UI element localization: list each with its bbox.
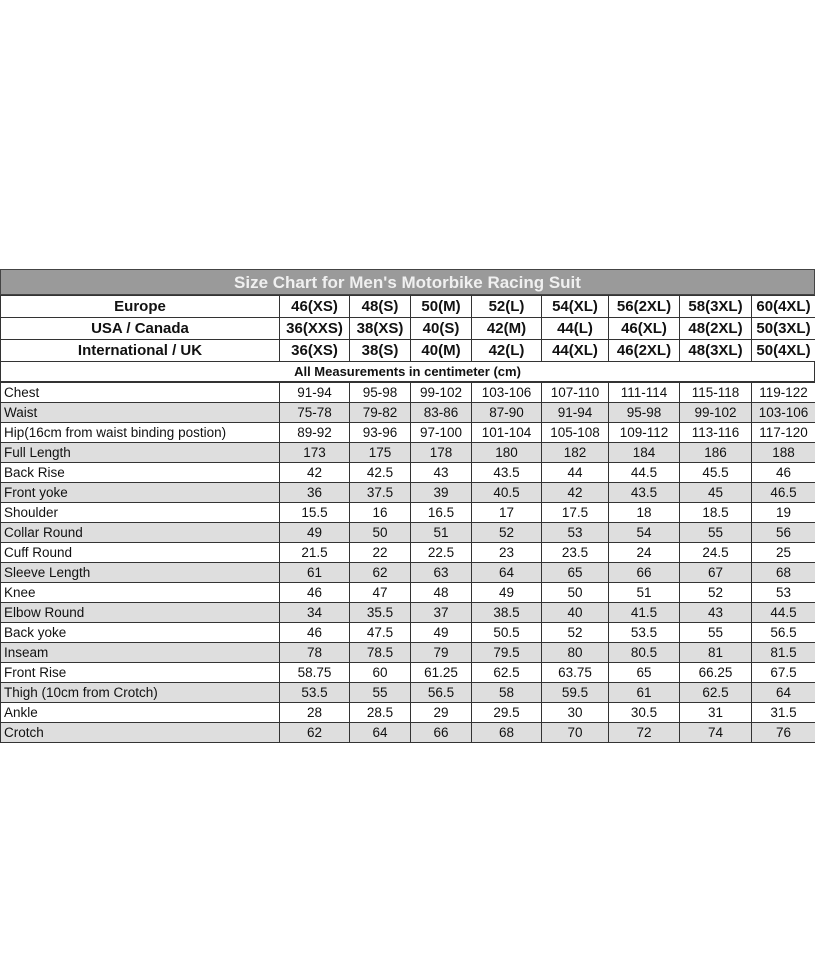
- measurement-row-label: Elbow Round: [1, 603, 280, 623]
- size-conversion-table: [0, 295, 815, 362]
- size-row-cell: 46(2XL): [609, 340, 680, 362]
- measurement-row-cell: 58: [472, 683, 542, 703]
- measurement-row: [1, 643, 815, 663]
- measurement-row-label: Cuff Round: [1, 543, 280, 563]
- measurement-row-cell: 101-104: [472, 423, 542, 443]
- measurement-row-cell: 173: [280, 443, 350, 463]
- measurement-row-label: Full Length: [1, 443, 280, 463]
- measurement-row-cell: 46: [280, 583, 350, 603]
- measurement-row-cell: 31: [680, 703, 752, 723]
- measurement-row-cell: 63.75: [542, 663, 609, 683]
- measurement-row-cell: 52: [472, 523, 542, 543]
- size-row-cell: 44(XL): [542, 340, 609, 362]
- measurement-row-cell: 54: [609, 523, 680, 543]
- measurement-row-cell: 105-108: [542, 423, 609, 443]
- measurement-row-cell: 37: [411, 603, 472, 623]
- measurement-row-label: Chest: [1, 383, 280, 403]
- measurement-row-cell: 60: [350, 663, 411, 683]
- measurement-row-cell: 31.5: [752, 703, 815, 723]
- size-row-label: International / UK: [1, 340, 280, 362]
- measurement-row-cell: 37.5: [350, 483, 411, 503]
- measurement-row-label: Collar Round: [1, 523, 280, 543]
- measurement-row-cell: 63: [411, 563, 472, 583]
- size-row-cell: 54(XL): [542, 296, 609, 318]
- measurement-row-cell: 81: [680, 643, 752, 663]
- measurement-row-cell: 99-102: [680, 403, 752, 423]
- measurement-row: [1, 563, 815, 583]
- units-note: All Measurements in centimeter (cm): [0, 362, 815, 382]
- measurement-row-cell: 40: [542, 603, 609, 623]
- measurement-row-cell: 70: [542, 723, 609, 743]
- measurement-row: [1, 483, 815, 503]
- measurement-row-cell: 91-94: [280, 383, 350, 403]
- measurement-row: [1, 663, 815, 683]
- measurement-row-cell: 109-112: [609, 423, 680, 443]
- measurement-row-cell: 44: [542, 463, 609, 483]
- measurement-row: [1, 703, 815, 723]
- measurement-row-cell: 29: [411, 703, 472, 723]
- measurement-row-cell: 182: [542, 443, 609, 463]
- measurement-row-cell: 79.5: [472, 643, 542, 663]
- measurement-row-cell: 119-122: [752, 383, 815, 403]
- measurement-row-cell: 58.75: [280, 663, 350, 683]
- measurement-row-cell: 22.5: [411, 543, 472, 563]
- measurement-row-cell: 93-96: [350, 423, 411, 443]
- measurement-row-cell: 68: [752, 563, 815, 583]
- measurement-row-cell: 68: [472, 723, 542, 743]
- measurement-row: [1, 623, 815, 643]
- measurement-row: [1, 403, 815, 423]
- measurement-row-cell: 99-102: [411, 383, 472, 403]
- measurement-row-cell: 103-106: [472, 383, 542, 403]
- measurement-row-cell: 16: [350, 503, 411, 523]
- size-row-cell: 58(3XL): [680, 296, 752, 318]
- measurement-row-cell: 184: [609, 443, 680, 463]
- measurement-row: [1, 683, 815, 703]
- measurement-row-label: Ankle: [1, 703, 280, 723]
- measurement-row-cell: 29.5: [472, 703, 542, 723]
- measurement-row-cell: 64: [350, 723, 411, 743]
- measurement-row-cell: 23.5: [542, 543, 609, 563]
- measurement-row-cell: 36: [280, 483, 350, 503]
- measurement-row-label: Waist: [1, 403, 280, 423]
- size-row: [1, 318, 815, 340]
- size-row-label: USA / Canada: [1, 318, 280, 340]
- measurement-row-cell: 53.5: [280, 683, 350, 703]
- measurement-row-cell: 115-118: [680, 383, 752, 403]
- measurement-row-cell: 64: [752, 683, 815, 703]
- measurement-row: [1, 583, 815, 603]
- measurement-row-cell: 75-78: [280, 403, 350, 423]
- measurement-row-cell: 22: [350, 543, 411, 563]
- measurement-row: [1, 723, 815, 743]
- measurement-row-cell: 46.5: [752, 483, 815, 503]
- measurement-row-cell: 53: [542, 523, 609, 543]
- measurement-row-cell: 66.25: [680, 663, 752, 683]
- size-row-cell: 42(M): [472, 318, 542, 340]
- measurement-row-cell: 28: [280, 703, 350, 723]
- measurement-row-label: Crotch: [1, 723, 280, 743]
- size-row-cell: 44(L): [542, 318, 609, 340]
- size-row-cell: 60(4XL): [752, 296, 815, 318]
- measurement-row: [1, 523, 815, 543]
- size-row-cell: 52(L): [472, 296, 542, 318]
- measurement-row-cell: 17.5: [542, 503, 609, 523]
- measurement-row-cell: 89-92: [280, 423, 350, 443]
- size-row-cell: 48(2XL): [680, 318, 752, 340]
- measurement-row-label: Hip(16cm from waist binding postion): [1, 423, 280, 443]
- size-row-cell: 46(XS): [280, 296, 350, 318]
- measurement-row-cell: 51: [411, 523, 472, 543]
- size-row-label: Europe: [1, 296, 280, 318]
- measurements-table: [0, 382, 815, 743]
- measurement-row-label: Back Rise: [1, 463, 280, 483]
- measurement-row-cell: 62.5: [680, 683, 752, 703]
- measurement-row-cell: 103-106: [752, 403, 815, 423]
- measurement-row-label: Front Rise: [1, 663, 280, 683]
- size-row-cell: 42(L): [472, 340, 542, 362]
- measurement-row-cell: 48: [411, 583, 472, 603]
- measurement-row-cell: 21.5: [280, 543, 350, 563]
- measurement-row-cell: 67: [680, 563, 752, 583]
- chart-title: Size Chart for Men's Motorbike Racing Suit: [0, 269, 815, 295]
- measurement-row-cell: 62: [280, 723, 350, 743]
- measurement-row-cell: 180: [472, 443, 542, 463]
- measurement-row-cell: 80.5: [609, 643, 680, 663]
- measurement-row-cell: 45.5: [680, 463, 752, 483]
- measurement-row-cell: 81.5: [752, 643, 815, 663]
- measurement-row-cell: 74: [680, 723, 752, 743]
- measurement-row-cell: 79: [411, 643, 472, 663]
- measurement-row-cell: 55: [350, 683, 411, 703]
- measurement-row-cell: 49: [472, 583, 542, 603]
- measurement-row-cell: 65: [542, 563, 609, 583]
- size-row-cell: 48(S): [350, 296, 411, 318]
- measurement-row-cell: 66: [411, 723, 472, 743]
- size-row-cell: 36(XS): [280, 340, 350, 362]
- measurement-row-cell: 47.5: [350, 623, 411, 643]
- measurement-row-cell: 42: [280, 463, 350, 483]
- measurement-row-cell: 16.5: [411, 503, 472, 523]
- measurement-row-cell: 23: [472, 543, 542, 563]
- measurement-row-cell: 43: [411, 463, 472, 483]
- measurement-row-cell: 55: [680, 523, 752, 543]
- measurement-row-cell: 59.5: [542, 683, 609, 703]
- measurement-row-cell: 56: [752, 523, 815, 543]
- measurement-row-label: Inseam: [1, 643, 280, 663]
- measurement-row-cell: 52: [542, 623, 609, 643]
- measurement-row-cell: 67.5: [752, 663, 815, 683]
- measurement-row-label: Back yoke: [1, 623, 280, 643]
- size-row-cell: 40(M): [411, 340, 472, 362]
- measurement-row-cell: 49: [280, 523, 350, 543]
- measurement-row-cell: 78: [280, 643, 350, 663]
- measurement-row-cell: 43: [680, 603, 752, 623]
- measurement-row-cell: 46: [280, 623, 350, 643]
- measurement-row-label: Sleeve Length: [1, 563, 280, 583]
- size-row-cell: 56(2XL): [609, 296, 680, 318]
- measurement-row-cell: 51: [609, 583, 680, 603]
- size-row-cell: 50(3XL): [752, 318, 815, 340]
- measurement-row-cell: 15.5: [280, 503, 350, 523]
- measurement-row-cell: 76: [752, 723, 815, 743]
- measurement-row-cell: 95-98: [609, 403, 680, 423]
- measurement-row-cell: 30: [542, 703, 609, 723]
- measurement-row-cell: 43.5: [609, 483, 680, 503]
- measurement-row: [1, 603, 815, 623]
- measurement-row-cell: 24: [609, 543, 680, 563]
- measurement-row-cell: 38.5: [472, 603, 542, 623]
- measurement-row-cell: 52: [680, 583, 752, 603]
- size-chart: [0, 269, 815, 743]
- measurement-row-label: Shoulder: [1, 503, 280, 523]
- size-row-cell: 48(3XL): [680, 340, 752, 362]
- size-row: [1, 296, 815, 318]
- measurement-row-cell: 50: [542, 583, 609, 603]
- measurement-row-cell: 83-86: [411, 403, 472, 423]
- measurement-row-cell: 113-116: [680, 423, 752, 443]
- measurement-row-cell: 49: [411, 623, 472, 643]
- measurement-row-cell: 72: [609, 723, 680, 743]
- measurement-row-cell: 44.5: [609, 463, 680, 483]
- measurement-row-cell: 43.5: [472, 463, 542, 483]
- measurement-row-cell: 117-120: [752, 423, 815, 443]
- size-row-cell: 40(S): [411, 318, 472, 340]
- measurement-row: [1, 463, 815, 483]
- measurement-row-cell: 24.5: [680, 543, 752, 563]
- measurement-row-cell: 62.5: [472, 663, 542, 683]
- measurement-row-cell: 80: [542, 643, 609, 663]
- measurement-row-cell: 50: [350, 523, 411, 543]
- measurement-row-cell: 62: [350, 563, 411, 583]
- measurement-row-cell: 25: [752, 543, 815, 563]
- measurement-row-cell: 178: [411, 443, 472, 463]
- measurement-row: [1, 443, 815, 463]
- measurement-row-cell: 44.5: [752, 603, 815, 623]
- measurement-row-cell: 61.25: [411, 663, 472, 683]
- size-row: [1, 340, 815, 362]
- measurement-row-cell: 50.5: [472, 623, 542, 643]
- measurement-row-cell: 40.5: [472, 483, 542, 503]
- measurement-row: [1, 503, 815, 523]
- measurement-row: [1, 543, 815, 563]
- measurement-row-cell: 78.5: [350, 643, 411, 663]
- measurement-row-cell: 45: [680, 483, 752, 503]
- measurement-row-cell: 42: [542, 483, 609, 503]
- measurement-row-cell: 95-98: [350, 383, 411, 403]
- measurement-row-cell: 66: [609, 563, 680, 583]
- measurement-row-cell: 79-82: [350, 403, 411, 423]
- measurement-row-cell: 175: [350, 443, 411, 463]
- measurement-row: [1, 423, 815, 443]
- measurement-row-cell: 107-110: [542, 383, 609, 403]
- measurement-row-cell: 91-94: [542, 403, 609, 423]
- measurement-row-cell: 18: [609, 503, 680, 523]
- size-row-cell: 50(4XL): [752, 340, 815, 362]
- measurement-row-cell: 186: [680, 443, 752, 463]
- measurement-row-cell: 61: [609, 683, 680, 703]
- measurement-row-cell: 53.5: [609, 623, 680, 643]
- measurement-row-cell: 111-114: [609, 383, 680, 403]
- size-row-cell: 46(XL): [609, 318, 680, 340]
- measurement-row-cell: 56.5: [752, 623, 815, 643]
- measurement-row-cell: 47: [350, 583, 411, 603]
- measurement-row-cell: 188: [752, 443, 815, 463]
- measurement-row-cell: 35.5: [350, 603, 411, 623]
- measurement-row-cell: 65: [609, 663, 680, 683]
- measurement-row-cell: 87-90: [472, 403, 542, 423]
- measurement-row-cell: 61: [280, 563, 350, 583]
- measurement-row-cell: 39: [411, 483, 472, 503]
- measurement-row-cell: 55: [680, 623, 752, 643]
- measurement-row-label: Thigh (10cm from Crotch): [1, 683, 280, 703]
- measurement-row-label: Knee: [1, 583, 280, 603]
- measurement-row-cell: 41.5: [609, 603, 680, 623]
- measurement-row-cell: 18.5: [680, 503, 752, 523]
- size-row-cell: 38(S): [350, 340, 411, 362]
- measurement-row-cell: 17: [472, 503, 542, 523]
- measurement-row-cell: 28.5: [350, 703, 411, 723]
- measurement-row-cell: 19: [752, 503, 815, 523]
- measurement-row-cell: 30.5: [609, 703, 680, 723]
- measurement-row-cell: 97-100: [411, 423, 472, 443]
- measurement-row-label: Front yoke: [1, 483, 280, 503]
- size-row-cell: 36(XXS): [280, 318, 350, 340]
- measurement-row: [1, 383, 815, 403]
- size-row-cell: 50(M): [411, 296, 472, 318]
- measurement-row-cell: 56.5: [411, 683, 472, 703]
- measurement-row-cell: 34: [280, 603, 350, 623]
- measurement-row-cell: 46: [752, 463, 815, 483]
- measurement-row-cell: 64: [472, 563, 542, 583]
- size-row-cell: 38(XS): [350, 318, 411, 340]
- measurement-row-cell: 42.5: [350, 463, 411, 483]
- measurement-row-cell: 53: [752, 583, 815, 603]
